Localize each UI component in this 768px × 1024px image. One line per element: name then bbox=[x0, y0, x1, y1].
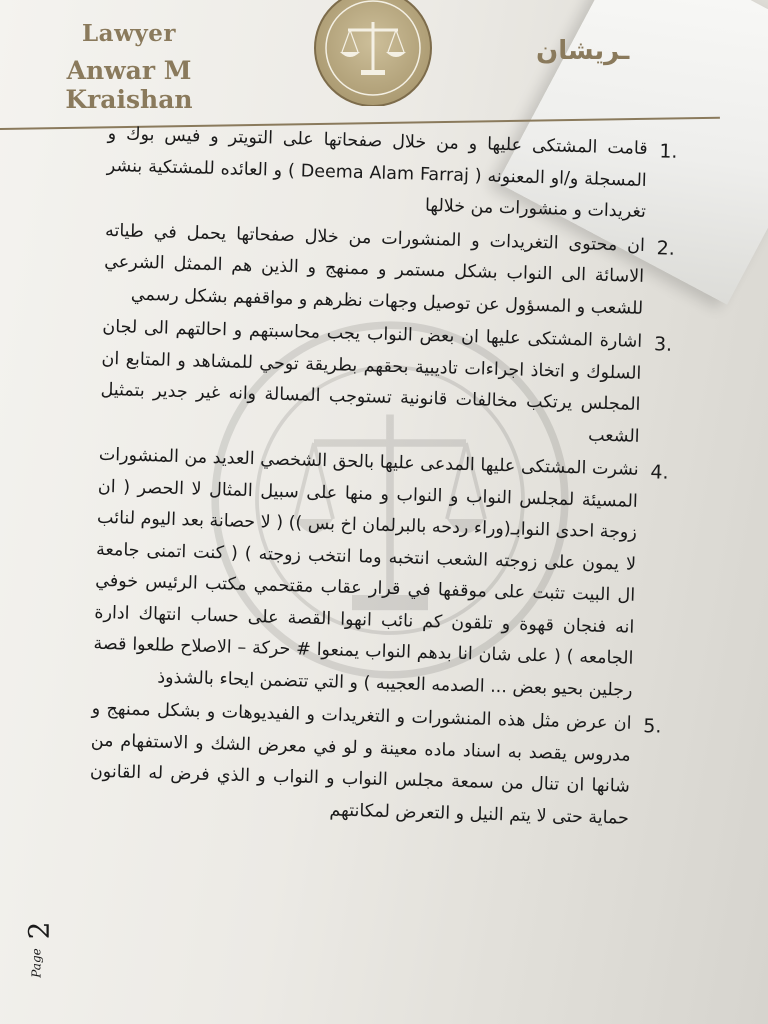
item-text: ان عرض مثل هذه المنشورات و التغريدات و الفيديوهات و بشكل ممنهج و مدروس يقصد به اسناد ماده معينة و لو في معرض الشك و الاستفهام من شانها ان تنال من سمعة مجلس النواب و النواب و الذي فرض له القانون حماية حتى لا يتم النيل و التعرض لمكانتهم bbox=[89, 698, 632, 829]
arabic-lawyer-name: ـريشان bbox=[536, 36, 630, 66]
lawyer-title: Lawyer bbox=[82, 20, 176, 47]
list-item bbox=[99, 312, 673, 453]
item-number: 3. bbox=[653, 333, 673, 356]
item-number: 4. bbox=[650, 461, 669, 484]
list-item bbox=[103, 215, 676, 325]
item-text: اشارة المشتكى عليها ان بعض النواب يجب محاسبتهم و احالتهم الى لجان السلوك و اتخاذ اجراءات تاديبية بحقهم بطريقة توحي للمشاهد و المتابع ان المجلس يرتكب مخالفات قانونية تستوجب المسالة وانه غير جدير بتمثيل الشعب bbox=[100, 316, 643, 447]
list-item bbox=[89, 694, 662, 835]
item-number: 5. bbox=[643, 715, 662, 738]
document-body bbox=[89, 119, 678, 837]
item-text-continued: ) و العائده للمشتكية بنشر تغريدات و منشورات من خلالها bbox=[106, 155, 647, 222]
list-item bbox=[92, 440, 669, 707]
lawyer-name: Anwar M Kraishan bbox=[65, 56, 193, 114]
item-number: 1. bbox=[659, 140, 678, 163]
item-text: ان محتوى التغريدات و المنشورات من خلال صفحاتها يحمل في طياته الاسائة الى النواب بشكل مستمر و ممنهج و الذين هم الممثل الشرعي للشعب و المسؤول عن توصيل وجهات نظرهم و مواقفهم بشكل رسمي bbox=[103, 220, 646, 319]
item-number: 2. bbox=[656, 236, 676, 260]
item-text: قامت المشتكى عليها و من خلال صفحاتها على التويتر و فيس بوك و المسجلة و/او المعنونه ( bbox=[107, 123, 648, 191]
law-firm-seal-logo bbox=[306, 0, 440, 106]
account-name: Deema Alam Farraj bbox=[300, 160, 470, 186]
item-text: نشرت المشتكى عليها المدعى عليها بالحق الشخصي العديد من المنشورات المسيئة لمجلس النواب و النواب و منها على سبيل المثال لا الحصر ( ان زوجة احدى النوابـ(وراء ردحه بالبرلمان اخ بس )) ( لا حصانة بعد اليوم لنائب لا يمون على زوجته الشعب انتخبه وما انتخب زوجته ) ( كنت اتمنى جامعة ال البيت تثبت على موقفها في قرار عقاب مقتحمي مكتب الرئيس خوفي انه فنجان قهوة و تلقون كم نائب انهوا القصة على حساب انتهاك ادارة الجامعه ) ( على شان انا بدهم النواب يمنعوا # حركة – الاصلاح طلعوا قصة رجلين بحيو بعض ... الصدمه العجيبه ) و التي تتضمن ايحاء بالشذوذ bbox=[93, 444, 639, 701]
page-number: 2 bbox=[22, 921, 56, 940]
page-word: Page bbox=[29, 948, 44, 978]
list-item bbox=[106, 119, 678, 229]
letterhead bbox=[0, 0, 768, 132]
page-indicator bbox=[24, 918, 64, 978]
